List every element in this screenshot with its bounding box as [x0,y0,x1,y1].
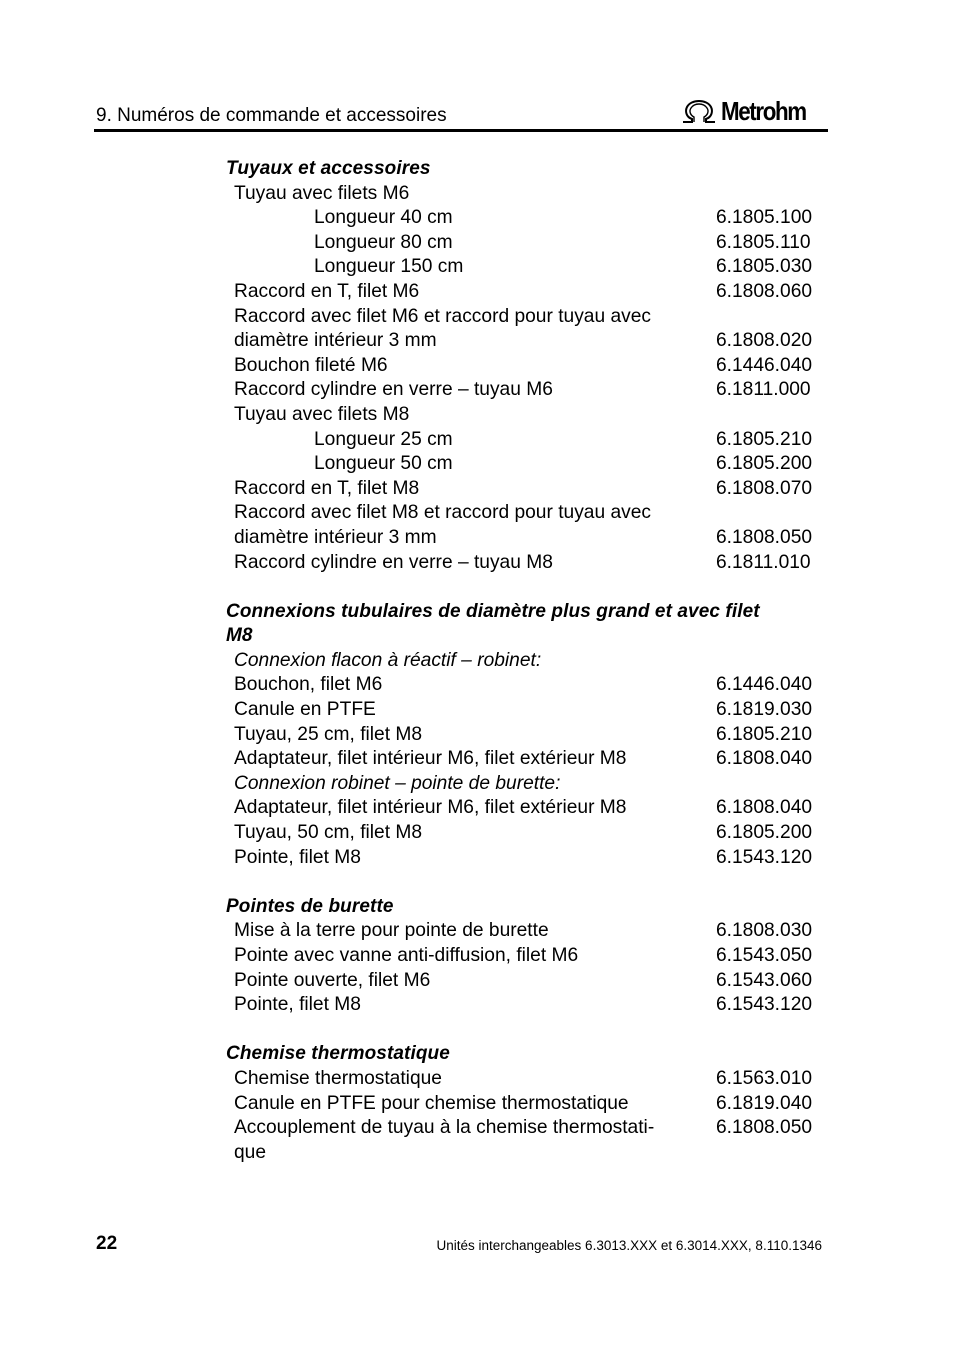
order-number: 6.1808.030 [716,920,813,942]
order-number: 6.1543.060 [716,969,813,991]
item-row [226,255,826,280]
item-row [226,747,826,772]
item-label: Bouchon fileté M6 [234,354,388,376]
order-number: 6.1543.120 [716,994,813,1016]
section-title: Pointes de burette [226,895,394,917]
order-number: 6.1805.210 [716,428,813,450]
order-number: 6.1805.030 [716,256,813,278]
order-number: 6.1805.100 [716,207,813,229]
item-label: Raccord en T, filet M8 [234,477,420,499]
item-row [226,796,826,821]
item-row [226,477,826,502]
item-label: Tuyau, 25 cm, filet M8 [234,723,423,745]
section-gap [226,870,826,895]
item-row [226,1092,826,1117]
item-label: Pointe avec vanne anti-diffusion, filet M6 [234,945,579,966]
order-number: 6.1543.120 [716,846,813,868]
item-label: Tuyau avec filets M6 [234,182,410,204]
item-label: Tuyau avec filets M8 [234,403,410,425]
chapter-title: 9. Numéros de commande et accessoires [96,105,447,126]
item-label: Raccord avec filet M6 et raccord pour tuyau avec [234,305,651,327]
item-row [226,993,826,1018]
item-label: Chemise thermostatique [234,1067,442,1089]
item-row [226,673,826,698]
brand-logo [680,95,826,127]
item-row [226,403,826,428]
brand-name: Metrohm [721,96,806,126]
item-row [226,969,826,994]
order-number: 6.1563.010 [716,1067,813,1089]
order-number: 6.1446.040 [716,354,813,376]
item-row [226,1067,826,1092]
order-number: 6.1805.210 [716,723,813,745]
page-number: 22 [96,1233,118,1254]
item-row [226,526,826,551]
item-row [226,723,826,748]
section-title: Tuyaux et accessoires [226,158,431,179]
item-row [226,452,826,477]
item-label: Pointe, filet M8 [234,994,361,1016]
order-number: 6.1446.040 [716,674,813,696]
section-gap [226,575,826,600]
item-label: Canule en PTFE pour chemise thermostatique [234,1092,629,1114]
item-row [226,305,826,330]
order-number: 6.1808.070 [716,477,813,499]
item-row [226,378,826,403]
item-row [226,329,826,354]
document-reference: Unités interchangeables 6.3013.XXX et 6.3014.XXX, 8.110.1346 [436,1238,822,1253]
item-label: Canule en PTFE [234,699,376,721]
order-number: 6.1808.060 [716,280,813,302]
item-row [226,354,826,379]
item-label: Adaptateur, filet intérieur M6, filet extérieur M8 [234,748,627,770]
item-label: Tuyau, 50 cm, filet M8 [234,822,423,844]
subsection-label: Connexion robinet – pointe de burette: [234,772,561,794]
item-row [226,231,826,256]
item-label: Bouchon, filet M6 [234,674,383,696]
item-label: Longueur 50 cm [314,453,453,475]
item-row [226,280,826,305]
order-number: 6.1808.040 [716,797,813,819]
item-label: diamètre intérieur 3 mm [234,330,437,352]
order-number: 6.1808.040 [716,748,813,770]
item-label: Raccord en T, filet M6 [234,280,420,302]
item-row [226,846,826,871]
item-row [226,698,826,723]
order-number: 6.1805.200 [716,822,813,844]
item-label: Raccord cylindre en verre – tuyau M8 [234,551,553,573]
item-label: Pointe ouverte, filet M6 [234,969,431,991]
item-label: Longueur 150 cm [314,256,464,278]
order-number: 6.1808.050 [716,526,813,548]
item-label: Raccord avec filet M8 et raccord pour tuyau avec [234,502,651,524]
item-row [226,821,826,846]
item-row [226,1116,826,1141]
item-label: que [234,1141,267,1163]
order-number: 6.1808.020 [716,330,813,352]
order-number: 6.1819.040 [716,1092,813,1114]
item-label: Mise à la terre pour pointe de burette [234,920,549,942]
section-title: Chemise thermostatique [226,1043,450,1065]
section-gap [226,1018,826,1043]
subsection-label: Connexion flacon à réactif – robinet: [234,649,542,671]
item-label: diamètre intérieur 3 mm [234,526,437,548]
item-label: Adaptateur, filet intérieur M6, filet extérieur M8 [234,797,627,819]
item-row [226,944,826,969]
item-label: Pointe, filet M8 [234,846,361,868]
order-list [226,157,826,1165]
header-rule [94,129,828,132]
item-label: Longueur 40 cm [314,207,453,229]
item-row [226,428,826,453]
order-number: 6.1808.050 [716,1117,813,1139]
omega-icon [680,98,718,124]
item-row [226,919,826,944]
item-label: Longueur 25 cm [314,428,453,450]
order-number: 6.1543.050 [716,945,813,966]
item-row [226,182,826,207]
item-label: Accouplement de tuyau à la chemise thermostati- [234,1117,655,1139]
subsection-row [226,772,826,797]
order-number: 6.1819.030 [716,699,813,721]
item-row [226,501,826,526]
item-row [226,206,826,231]
item-label: Longueur 80 cm [314,231,453,253]
section-title: Connexions tubulaires de diamètre plus grand et avec filet M8 [226,600,760,647]
item-label: Raccord cylindre en verre – tuyau M6 [234,379,553,401]
order-number: 6.1811.010 [716,551,811,573]
order-number: 6.1805.200 [716,453,813,475]
order-number: 6.1805.110 [716,231,811,253]
subsection-row [226,649,826,674]
item-row [226,551,826,576]
order-number: 6.1811.000 [716,379,811,401]
item-row [226,1141,826,1166]
